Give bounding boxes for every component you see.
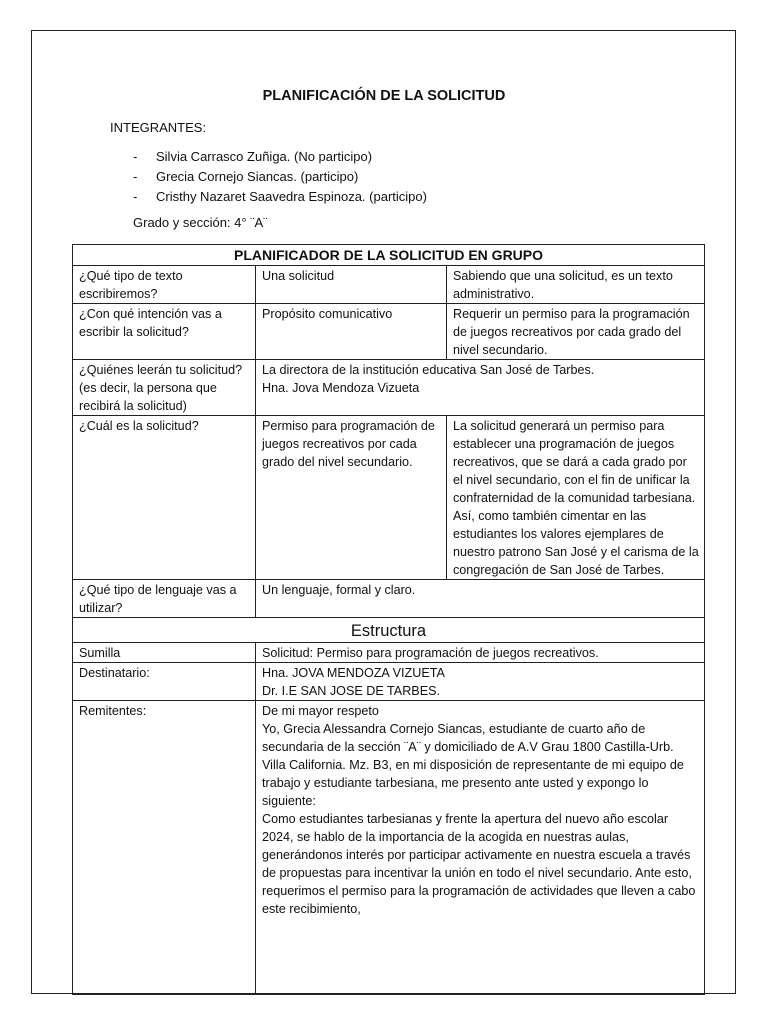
member-name: Cristhy Nazaret Saavedra Espinoza. (participo) bbox=[156, 189, 427, 204]
detail-cell: La solicitud generará un permiso para establecer una programación de juegos recreativos, que se dará a cada grado por el nivel secundario, con el fin de unificar la confraternidad de la comunidad tarbesiana. Así, como también cimentar en las estudiantes los valores ejemplares de nuestro patrono San José y el carisma de la congregación de San José de Tarbes. bbox=[447, 416, 705, 580]
table-row bbox=[73, 245, 705, 266]
answer-cell: Un lenguaje, formal y claro. bbox=[256, 580, 705, 618]
grado-seccion: Grado y sección: 4° ¨A¨ bbox=[133, 215, 268, 230]
detail-cell: Sabiendo que una solicitud, es un texto administrativo. bbox=[447, 266, 705, 304]
question-cell: ¿Qué tipo de lenguaje vas a utilizar? bbox=[73, 580, 256, 618]
page-title: PLANIFICACIÓN DE LA SOLICITUD bbox=[262, 88, 506, 104]
paragraph: Como estudiantes tarbesianas y frente la apertura del nuevo año escolar 2024, se hablo de la importancia de la acogida en nuestras aulas, generándonos interés por participar activamente en nuestra escuela a través de propuestas para incentivar la unión en todo el nivel secundario. Ante esto, requerimos el permiso para la programación de actividades que lleven a cabo este recibimiento, bbox=[262, 812, 696, 916]
greeting: De mi mayor respeto bbox=[262, 704, 379, 718]
table-row bbox=[73, 266, 705, 304]
table-row bbox=[73, 663, 705, 701]
label-cell: Destinatario: bbox=[73, 663, 256, 701]
table-row bbox=[73, 701, 705, 995]
list-item bbox=[133, 187, 427, 207]
question-cell: ¿Con qué intención vas a escribir la solicitud? bbox=[73, 304, 256, 360]
value-cell bbox=[256, 701, 705, 995]
detail-cell: Requerir un permiso para la programación de juegos recreativos por cada grado del nivel secundario. bbox=[447, 304, 705, 360]
answer-cell: Una solicitud bbox=[256, 266, 447, 304]
value-line: Dr. I.E SAN JOSE DE TARBES. bbox=[262, 684, 440, 698]
table-row bbox=[73, 360, 705, 416]
integrantes-label: INTEGRANTES: bbox=[110, 120, 207, 135]
label-cell: Sumilla bbox=[73, 643, 256, 663]
paragraph: Yo, Grecia Alessandra Cornejo Siancas, estudiante de cuarto año de secundaria de la sección ¨A¨ y domiciliado de A.V Grau 1800 Castilla-Urb. Villa California. Mz. B3, en mi disposición de representante de mi equipo de trabajo y estudiante tarbesiana, me presento ante usted y expongo lo siguiente: bbox=[262, 722, 684, 808]
members-list bbox=[133, 147, 427, 207]
table-row bbox=[73, 580, 705, 618]
bullet-dash: - bbox=[133, 189, 138, 204]
bullet-dash: - bbox=[133, 149, 138, 164]
list-item bbox=[133, 167, 427, 187]
member-name: Grecia Cornejo Siancas. (participo) bbox=[156, 169, 359, 184]
table-row bbox=[73, 304, 705, 360]
answer-line: La directora de la institución educativa San José de Tarbes. bbox=[262, 363, 595, 377]
value-cell: Solicitud: Permiso para programación de juegos recreativos. bbox=[256, 643, 705, 663]
table-row bbox=[73, 416, 705, 580]
remitentes-text bbox=[262, 702, 699, 994]
table-row bbox=[73, 618, 705, 643]
question-cell: ¿Quiénes leerán tu solicitud? (es decir, la persona que recibirá la solicitud) bbox=[73, 360, 256, 416]
question-cell: ¿Qué tipo de texto escribiremos? bbox=[73, 266, 256, 304]
planner-table bbox=[72, 244, 705, 995]
table-row bbox=[73, 643, 705, 663]
answer-cell: Permiso para programación de juegos recreativos por cada grado del nivel secundario. bbox=[256, 416, 447, 580]
bullet-dash: - bbox=[133, 169, 138, 184]
value-cell bbox=[256, 663, 705, 701]
question-cell: ¿Cuál es la solicitud? bbox=[73, 416, 256, 580]
answer-cell bbox=[256, 360, 705, 416]
list-item bbox=[133, 147, 427, 167]
estructura-header: Estructura bbox=[73, 618, 705, 643]
member-name: Silvia Carrasco Zuñiga. (No participo) bbox=[156, 149, 373, 164]
label-cell: Remitentes: bbox=[73, 701, 256, 995]
planner-header: PLANIFICADOR DE LA SOLICITUD EN GRUPO bbox=[73, 245, 705, 266]
answer-line: Hna. Jova Mendoza Vizueta bbox=[262, 381, 420, 395]
value-line: Hna. JOVA MENDOZA VIZUETA bbox=[262, 666, 445, 680]
answer-cell: Propósito comunicativo bbox=[256, 304, 447, 360]
